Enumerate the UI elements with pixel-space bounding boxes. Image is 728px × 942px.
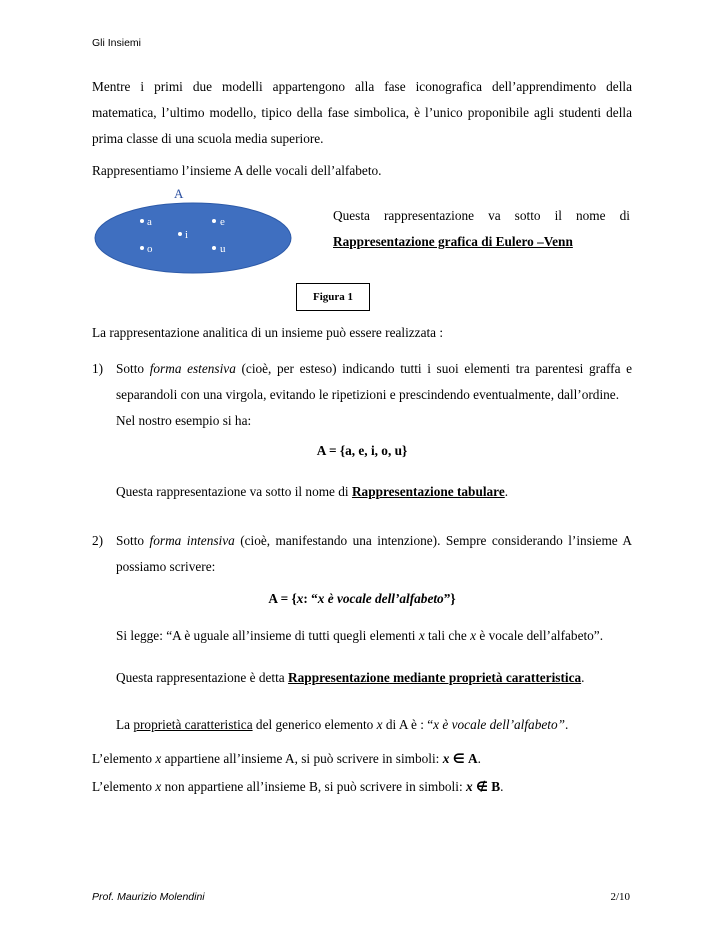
venn-description (333, 203, 630, 255)
analytic-line: La rappresentazione analitica di un insieme può essere realizzata : (92, 325, 444, 340)
property-term: proprietà caratteristica (133, 717, 253, 732)
intro-line: matematica, l’ultimo modello, tipico della fase simbolica, è l’unico proponibile agli studenti della (92, 105, 632, 120)
formula-property: x è vocale dell’alfabeto (317, 591, 444, 606)
text: . (477, 751, 481, 766)
venn-set-ellipse (95, 203, 291, 273)
formula-var: x (296, 591, 304, 606)
formula-part: : “ (303, 591, 318, 606)
venn-element: a (147, 216, 152, 228)
var: x (418, 628, 425, 643)
formula-tabular: A = {a, e, i, o, u} (316, 443, 408, 458)
item-number: 1) (92, 361, 104, 376)
venn-point (140, 246, 144, 250)
list-item-intensive (92, 528, 632, 580)
formula-part: A = { (268, 591, 297, 606)
var: x (376, 717, 383, 732)
footer-page-number: 2/10 (610, 891, 630, 903)
var: x (442, 751, 450, 766)
set-name: A (467, 751, 478, 766)
header-title: Gli Insiemi (92, 37, 142, 49)
item-prefix: Sotto (116, 361, 145, 376)
item-prefix: Sotto (116, 533, 145, 548)
belongs-line (92, 751, 481, 767)
venn-point (140, 219, 144, 223)
item-text: separandoli con una virgola, evitando le ripetizioni e prescindendo eventualmente, dall’ordine. (116, 387, 620, 402)
venn-diagram (94, 182, 294, 278)
formula-characteristic (92, 591, 632, 607)
text: Si legge: “A è uguale all’insieme di tutti quegli elementi (116, 628, 416, 643)
tabular-note (116, 484, 508, 500)
footer-author: Prof. Maurizio Molendini (92, 891, 205, 903)
intro-line: Mentre i primi due modelli appartengono alla fase iconografica dell’apprendimento della (92, 79, 632, 94)
word: nome (576, 208, 606, 223)
tabular-suffix: . (504, 484, 509, 499)
venn-point (212, 246, 216, 250)
property-text: x è vocale dell’alfabeto” (433, 717, 565, 732)
word: il (554, 208, 562, 223)
characteristic-name: Rappresentazione mediante proprietà caratteristica (288, 670, 582, 685)
represent-line: Rappresentiamo l’insieme A delle vocali dell’alfabeto. (92, 163, 382, 178)
element-of-symbol: ∈ (452, 752, 465, 767)
venn-point (178, 232, 182, 236)
word: sotto (514, 208, 541, 223)
var: x (465, 779, 473, 794)
venn-element: u (220, 243, 226, 255)
venn-point (212, 219, 216, 223)
word: di (619, 208, 630, 223)
venn-name: Rappresentazione grafica di Eulero –Venn (333, 234, 573, 249)
set-name: B (491, 779, 501, 794)
word: va (488, 208, 501, 223)
item-text: possiamo scrivere: (116, 559, 216, 574)
venn-element: i (185, 229, 189, 241)
intro-line: prima classe di una scuola media superiore. (92, 131, 324, 146)
venn-element: e (220, 216, 225, 228)
text: L’elemento (92, 779, 153, 794)
venn-element: o (147, 243, 153, 255)
text: del generico elemento (255, 717, 374, 732)
not-element-of-symbol: ∉ (475, 780, 488, 795)
text: di A è : “ (385, 717, 434, 732)
item-text: (cioè, per esteso) indicando tutti i suoi elementi tra parentesi graffa e (241, 361, 633, 376)
word: Questa (333, 208, 370, 223)
property-note (116, 717, 636, 733)
text: L’elemento (92, 751, 153, 766)
text: è vocale dell’alfabeto”. (479, 628, 604, 643)
characteristic-note (116, 670, 636, 686)
intro-paragraph (92, 74, 632, 152)
text: non appartiene all’insieme B, si può scrivere in simboli: (164, 779, 463, 794)
not-belongs-line (92, 779, 503, 795)
formula-part: ”} (443, 591, 456, 606)
text: Questa rappresentazione è detta (116, 670, 285, 685)
item-number: 2) (92, 533, 104, 548)
var: x (155, 751, 162, 766)
venn-set-label: A (174, 186, 184, 201)
var: x (470, 628, 477, 643)
word: rappresentazione (383, 208, 475, 223)
item-text: Nel nostro esempio si ha: (116, 413, 252, 428)
text: . (565, 717, 569, 732)
venn-desc-line (333, 203, 630, 229)
var: x (155, 779, 162, 794)
item-term: forma intensiva (149, 533, 235, 548)
tabular-name: Rappresentazione tabulare (351, 484, 505, 499)
item-text: (cioè, manifestando una intenzione). Sempre considerando l’insieme A (240, 533, 633, 548)
text: appartiene all’insieme A, si può scrivere in simboli: (164, 751, 440, 766)
text: La (116, 717, 131, 732)
text: . (581, 670, 585, 685)
figure-caption: Figura 1 (296, 283, 370, 311)
text: . (500, 779, 504, 794)
tabular-prefix: Questa rappresentazione va sotto il nome di (116, 484, 349, 499)
text: tali che (428, 628, 467, 643)
list-item-extensive (92, 356, 632, 434)
reading-note (116, 628, 636, 644)
item-term: forma estensiva (149, 361, 236, 376)
